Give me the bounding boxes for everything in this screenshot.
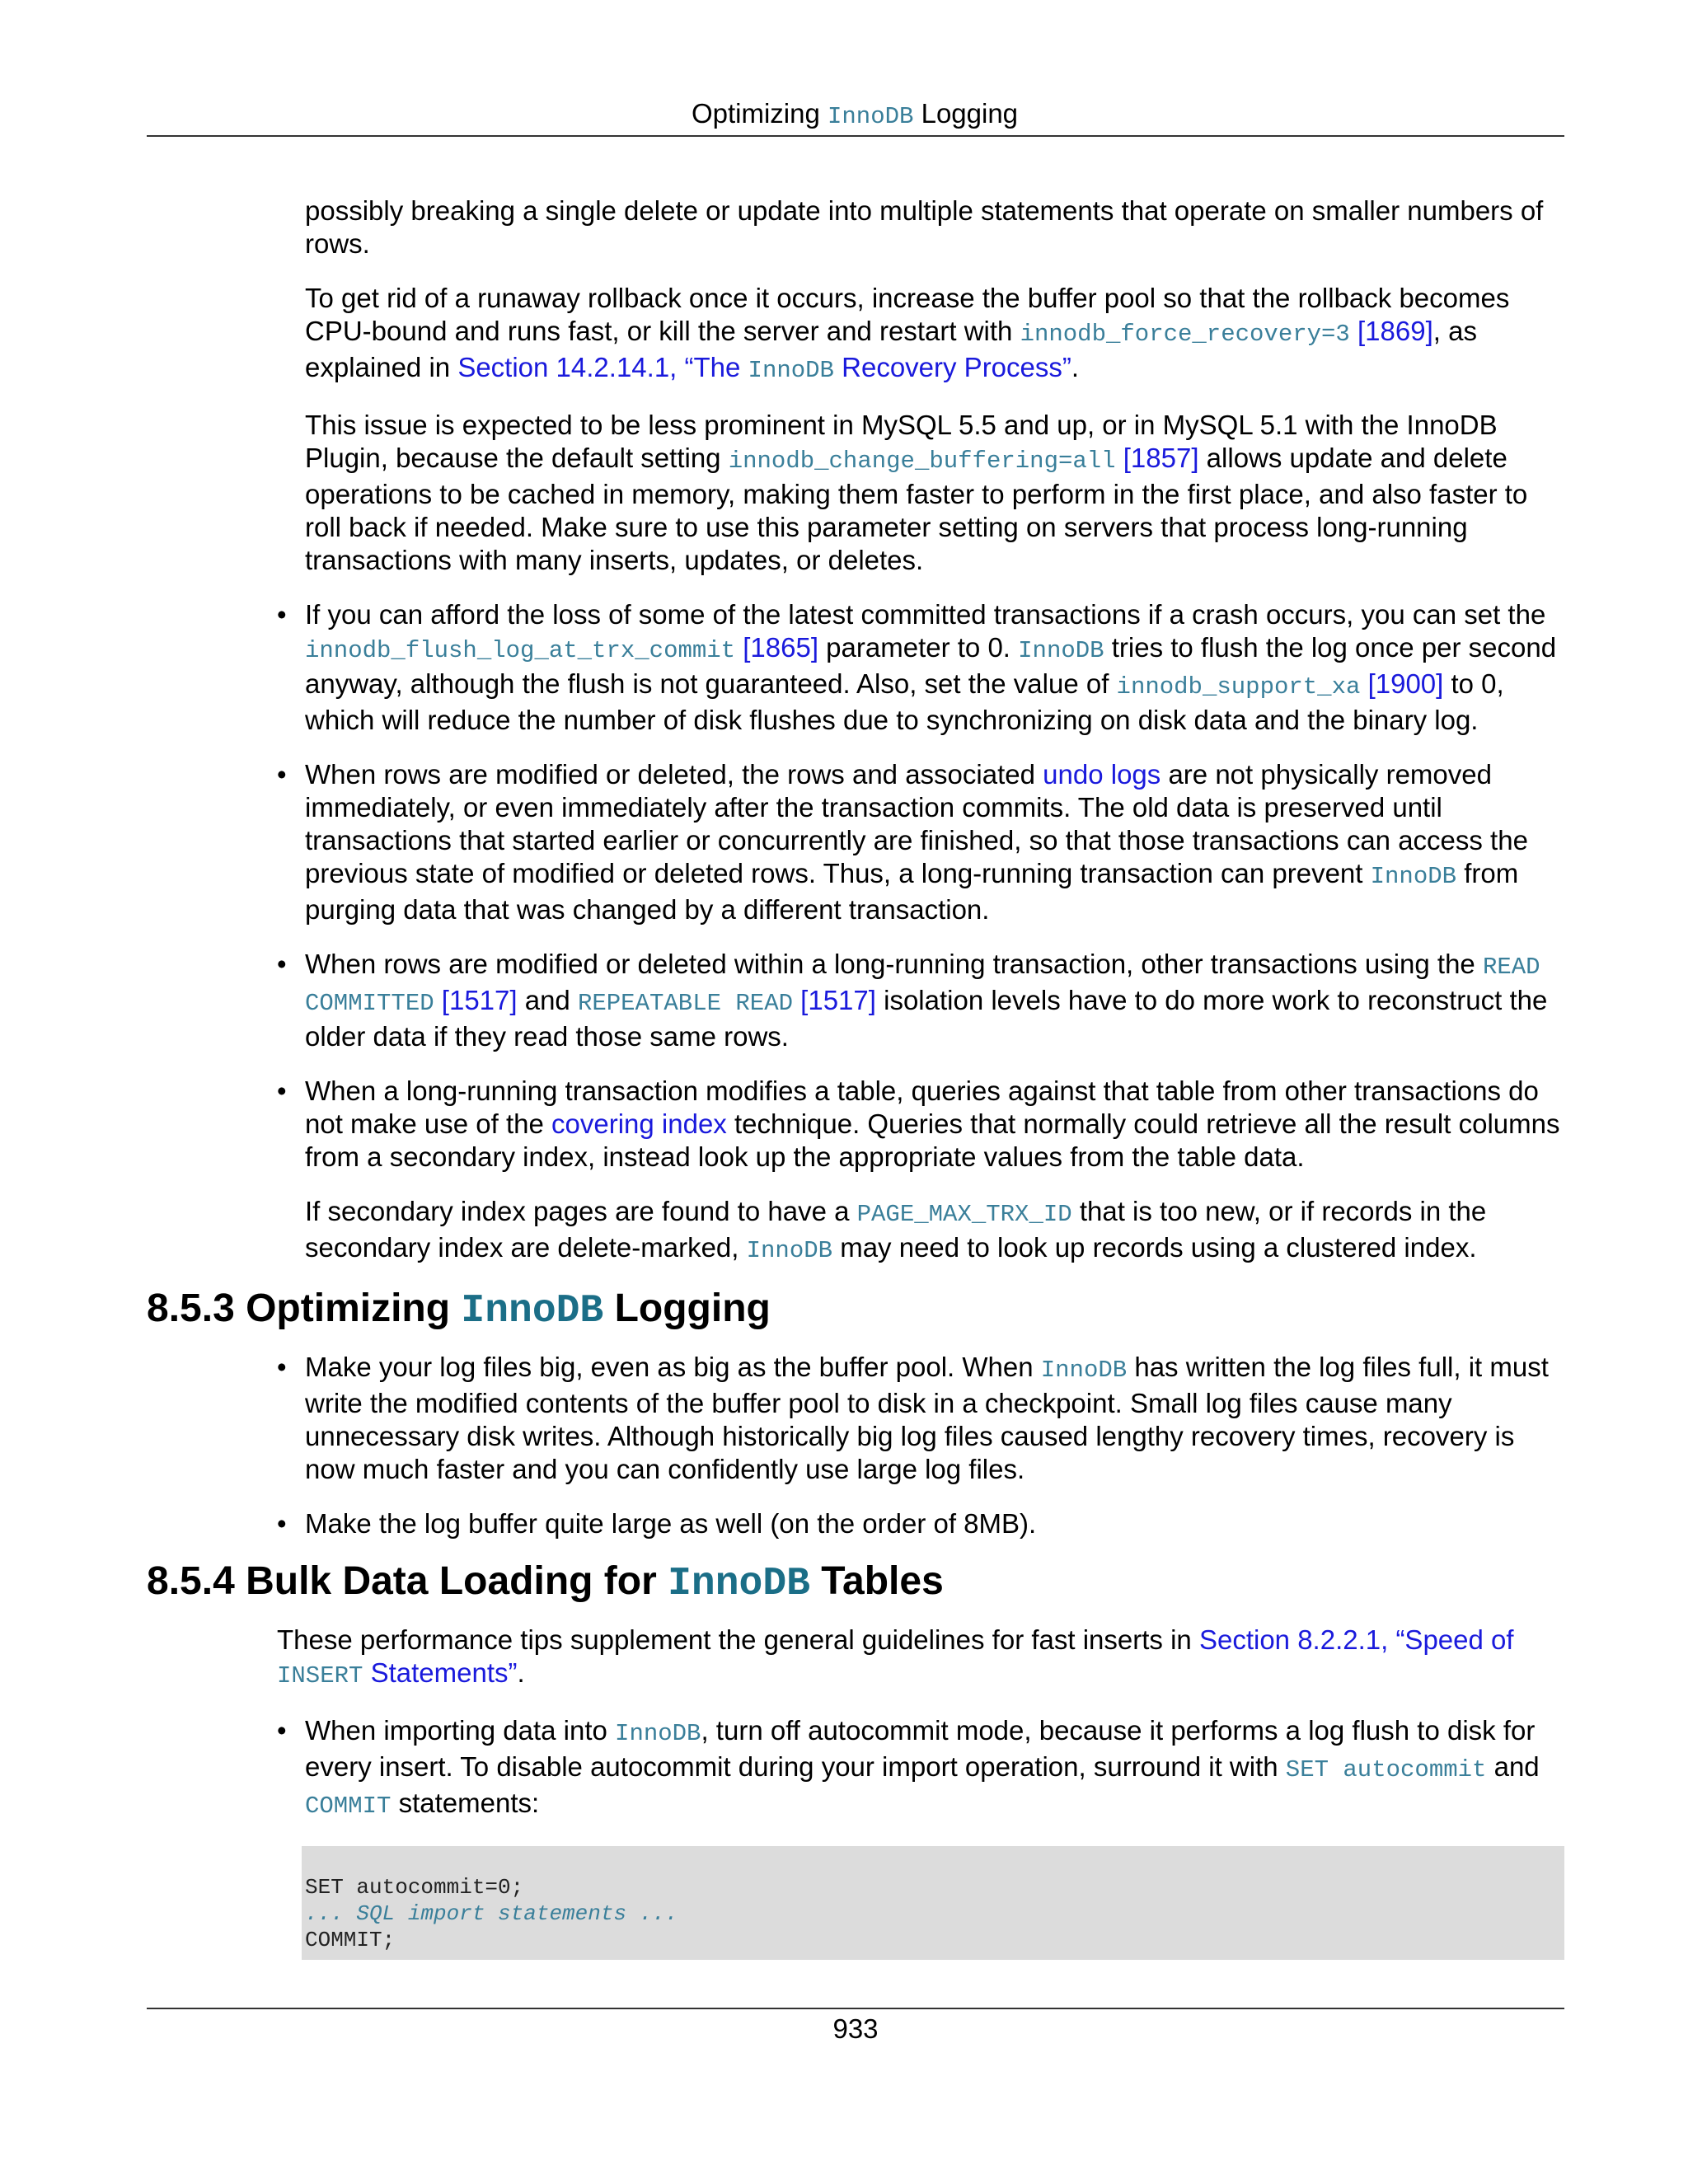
list-item: • When rows are modified or deleted within a long-running transaction, other transactions using the READ COMMITTED [1517] and REPEATABLE READ [1517] isolation levels have to do more work to reconstruct the older data if they read those same rows. (277, 949, 1548, 1052)
list-item: • Make the log buffer quite large as well (on the order of 8MB). (277, 1508, 1037, 1539)
code-innodb-change-buffering[interactable]: innodb_change_buffering=all (728, 448, 1116, 475)
code-innodb-flush-log[interactable]: innodb_flush_log_at_trx_commit (305, 637, 736, 664)
header-rule (147, 135, 1564, 137)
code-block[interactable] (302, 1846, 1564, 1960)
code-repeatable-read[interactable]: REPEATABLE READ (577, 990, 794, 1017)
paragraph-1: possibly breaking a single delete or update into multiple statements that operate on smaller numbers of rows. (305, 195, 1544, 259)
ref-link-1869[interactable]: [1869] (1349, 316, 1433, 346)
bullet-icon: • (277, 1352, 287, 1382)
ref-link-1900[interactable]: [1900] (1360, 668, 1444, 699)
list-item: • When importing data into InnoDB, turn off autocommit mode, because it performs a log flush to disk for every insert. To disable autocommit during your import operation, surround it with SET autocommit and COMMIT statements: (277, 1715, 1540, 1820)
code-innodb-support-xa[interactable]: innodb_support_xa (1116, 673, 1361, 701)
paragraph-page-max-trx-id: If secondary index pages are found to have a PAGE_MAX_TRX_ID that is too new, or if records in the secondary index are delete-marked, InnoDB may need to look up records using a clustered index. (305, 1196, 1487, 1264)
bullet-icon: • (277, 949, 287, 979)
ref-link-1517-a[interactable]: [1517] (434, 985, 518, 1015)
code-line: SET autocommit=0; (305, 1875, 524, 1900)
ref-link-1517-b[interactable]: [1517] (793, 985, 876, 1015)
page-number: 933 (832, 2013, 879, 2044)
code-page-max-trx-id[interactable]: PAGE_MAX_TRX_ID (856, 1201, 1072, 1228)
bullet-icon: • (277, 1508, 287, 1539)
code-read-committed[interactable]: READ COMMITTED (305, 954, 1540, 1017)
code-commit[interactable]: COMMIT (305, 1793, 392, 1820)
header-code: InnoDB (828, 103, 914, 130)
page-header: Optimizing InnoDB Logging (691, 98, 1019, 130)
paragraph-2: To get rid of a runaway rollback once it occurs, increase the buffer pool so that the rollback becomes CPU-bound and runs fast, or kill the server and restart with innodb_force_recovery=3 [1869], as explained in Section 14.2.14.1, “The InnoDB Recovery Process”. (305, 283, 1510, 384)
code-set-autocommit[interactable]: SET autocommit (1285, 1756, 1487, 1783)
code-comment-line: ... SQL import statements ... (305, 1901, 678, 1926)
code-innodb-force-recovery[interactable]: innodb_force_recovery=3 (1020, 321, 1350, 348)
section-heading-8-5-3: 8.5.3 Optimizing InnoDB Logging (147, 1286, 771, 1333)
list-item: • If you can afford the loss of some of the latest committed transactions if a crash occurs, you can set the innodb_flush_log_at_trx_commit [1865] parameter to 0. InnoDB tries to flush the log once per second anyway, although the flush is not guaranteed. Also, set the value of innodb_support_xa [1900] to 0, which will reduce the number of disk flushes due to synchronizing on disk data and the binary log. (277, 599, 1557, 735)
ref-link-1865[interactable]: [1865] (735, 632, 819, 663)
bullet-icon: • (277, 759, 287, 790)
code-line: COMMIT; (305, 1928, 396, 1952)
bullet-icon: • (277, 1076, 287, 1106)
ref-link-1857[interactable]: [1857] (1115, 443, 1199, 473)
link-section-14-2-14-1[interactable]: Section 14.2.14.1, “The InnoDB Recovery Process” (457, 352, 1071, 384)
link-covering-index[interactable]: covering index (551, 1108, 727, 1139)
section-heading-8-5-4: 8.5.4 Bulk Data Loading for InnoDB Tables (147, 1559, 944, 1606)
link-section-8-2-2-1[interactable]: Section 8.2.2.1, “Speed of INSERT Statements” (277, 1624, 1514, 1690)
paragraph-3: This issue is expected to be less prominent in MySQL 5.5 and up, or in MySQL 5.1 with the InnoDB Plugin, because the default setting innodb_change_buffering=all [1857] allows update and delete operations to be cached in memory, making them faster to perform in the first place, and also faster to roll back if needed. Make sure to use this parameter setting on servers that process long-running transactions with many inserts, updates, or deletes. (305, 410, 1528, 575)
link-undo-logs[interactable]: undo logs (1043, 759, 1161, 790)
footer-rule (147, 2008, 1564, 2009)
list-item: • When rows are modified or deleted, the rows and associated undo logs are not physically removed immediately, or even immediately after the transaction commits. The old data is preserved until transactions that started earlier or concurrently are finished, so that those transactions can access the previous state of modified or deleted rows. Thus, a long-running transaction can prevent InnoDB from purging data that was changed by a different transaction. (277, 759, 1528, 925)
list-item: • When a long-running transaction modifies a table, queries against that table from other transactions do not make use of the covering index technique. Queries that normally could retrieve all the result columns from a secondary index, instead look up the appropriate values from the table data. (277, 1076, 1560, 1172)
page-content (147, 194, 1564, 1960)
bullet-icon: • (277, 599, 287, 630)
bullet-icon: • (277, 1715, 287, 1746)
section-intro: These performance tips supplement the general guidelines for fast inserts in Section 8.2.2.1, “Speed of INSERT Statements”. (277, 1624, 1514, 1690)
list-item: • Make your log files big, even as big as the buffer pool. When InnoDB has written the log files full, it must write the modified contents of the buffer pool to disk in a checkpoint. Small log files cause many unnecessary disk writes. Although historically big log files caused lengthy recovery times, recovery is now much faster and you can confidently use large log files. (277, 1352, 1549, 1484)
